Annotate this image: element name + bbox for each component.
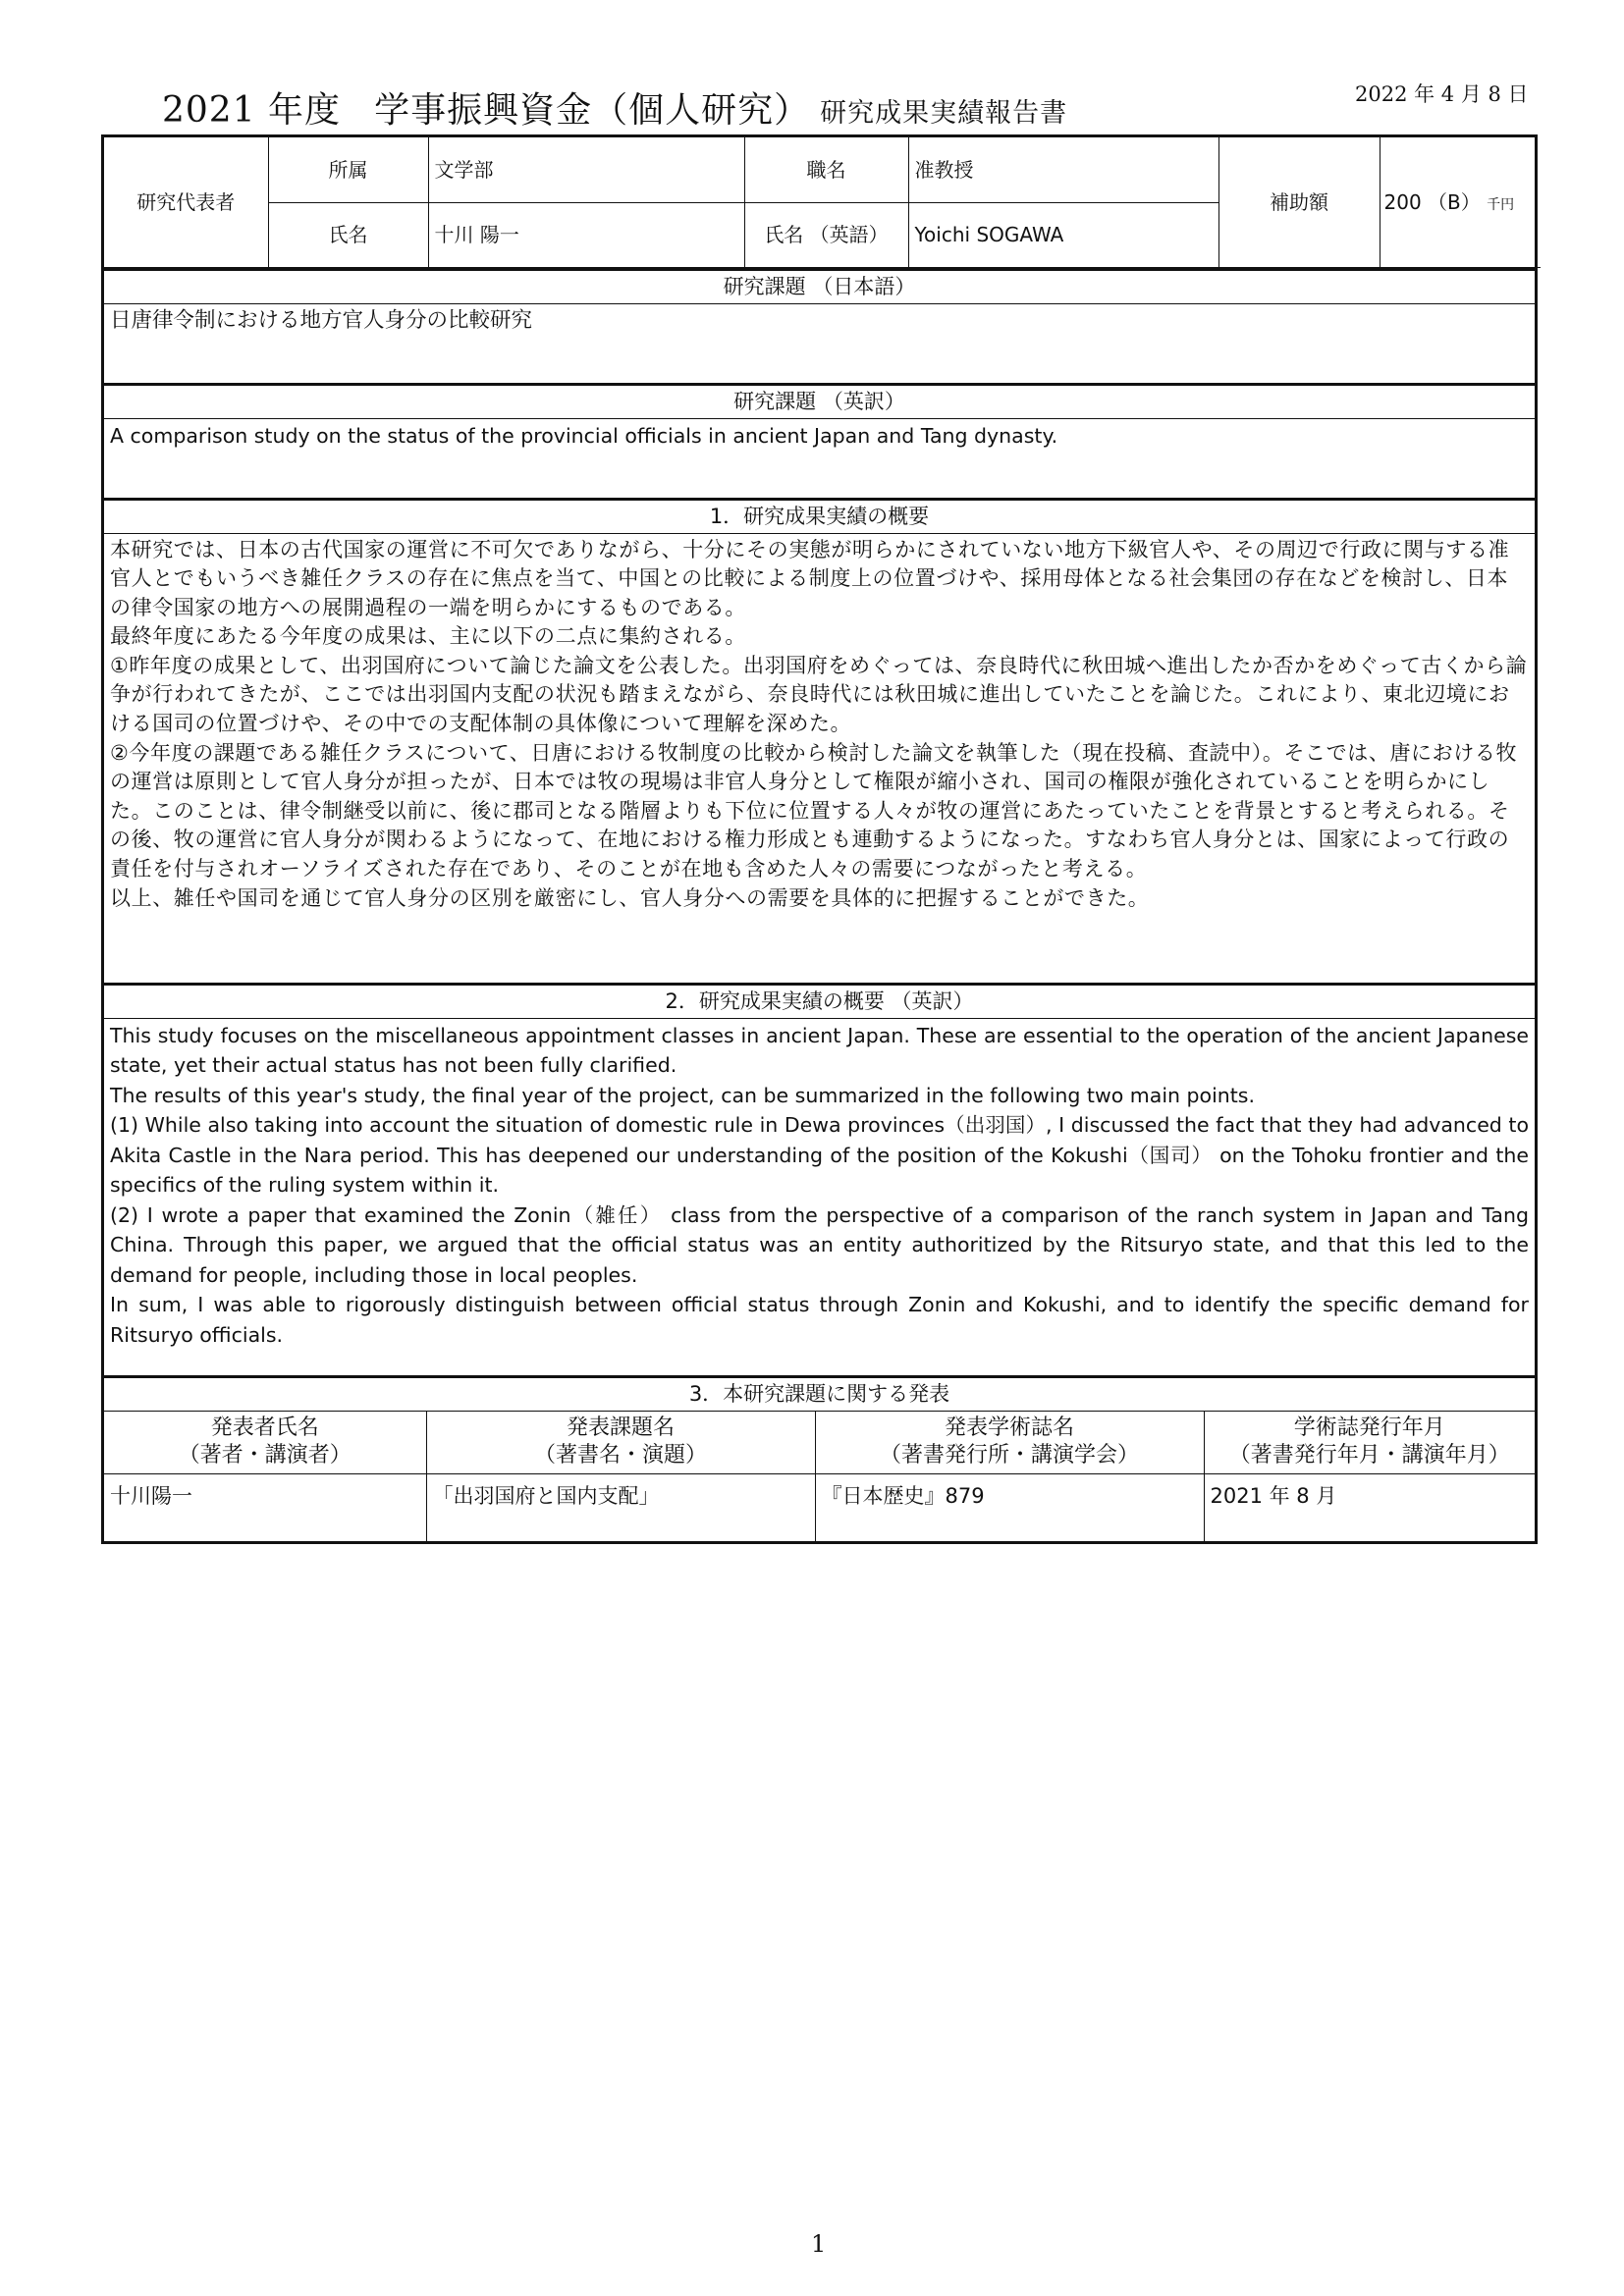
name-label: 氏名: [268, 202, 428, 267]
publications-heading: 3．本研究課題に関する発表: [104, 1375, 1535, 1412]
summary-ja-body: [104, 534, 1535, 983]
publication-date: 2021 年 8 月: [1204, 1473, 1535, 1541]
affiliation-value: 文学部: [428, 137, 744, 202]
column-header-journal: 発表学術誌名 （著書発行所・講演学会）: [815, 1412, 1204, 1474]
publication-author: 十川陽一: [104, 1473, 426, 1541]
page-title: [162, 82, 1067, 133]
summary-ja-paragraph: ①昨年度の成果として、出羽国府について論じた論文を公表した。出羽国府をめぐっては、奈良時代に秋田城へ進出したか否かをめぐって古くから論争が行われてきたが、ここでは出羽国内支配の状況も踏まえながら、奈良時代には秋田城に進出していたことを論じた。これにより、東北辺境における国司の位置づけや、その中での支配体制の具体像について理解を深めた。: [110, 653, 1528, 736]
name-en-label: 氏名 （英語）: [744, 202, 908, 267]
column-header-author: 発表者氏名 （著者・講演者）: [104, 1412, 426, 1474]
summary-en-paragraph: In sum, I was able to rigorously distinguish between official status through Zonin and Kokushi, and to identify the specific demand for Ritsuryo officials.: [110, 1293, 1529, 1347]
summary-ja-paragraph: 最終年度にあたる今年度の成果は、主に以下の二点に集約される。: [110, 624, 746, 649]
affiliation-label: 所属: [268, 137, 428, 202]
summary-ja-heading: 1．研究成果実績の概要: [104, 498, 1535, 534]
summary-ja-paragraph: ②今年度の課題である雑任クラスについて、日唐における牧制度の比較から検討した論文を執筆した（現在投稿、査読中）。そこでは、唐における牧の運営は原則として官人身分が担ったが、日本では牧の現場は非官人身分として権限が縮小され、国司の権限が強化されていることを明らかにした。このことは、律令制継受以前に、後に郡司となる階層よりも下位に位置する人々が牧の運営にあたっていたことを背景とすると考えられる。その後、牧の運営に官人身分が関わるようになって、在地における権力形成とも連動するようになった。すなわち官人身分とは、国家によって行政の責任を付与されオーソライズされた存在であり、そのことが在地も含めた人々の需要につながったと考える。: [110, 740, 1518, 881]
position-value: 准教授: [908, 137, 1218, 202]
report-form: [101, 134, 1538, 1544]
topic-en-heading: 研究課題 （英訳）: [104, 383, 1535, 419]
table-row: [104, 1473, 1535, 1541]
report-date: 2022 年 4 月 8 日: [1355, 82, 1529, 106]
grant-label: 補助額: [1218, 137, 1380, 267]
name-en-value: Yoichi SOGAWA: [908, 202, 1218, 267]
representative-label: 研究代表者: [104, 137, 268, 267]
title-fund: 学事振興資金（個人研究）: [374, 90, 811, 131]
topic-ja-text: 日唐律令制における地方官人身分の比較研究: [110, 307, 533, 333]
column-header-title: 発表課題名 （著書名・演題）: [426, 1412, 815, 1474]
grant-unit: 千円: [1487, 196, 1515, 213]
summary-ja-paragraph: 以上、雑任や国司を通じて官人身分の区別を厳密にし、官人身分への需要を具体的に把握することができた。: [110, 885, 1150, 910]
position-label: 職名: [744, 137, 908, 202]
representative-table: [104, 137, 1541, 268]
publication-title: 「出羽国府と国内支配」: [426, 1473, 815, 1541]
page-number: 1: [811, 2230, 827, 2258]
summary-en-paragraph: The results of this year's study, the final year of the project, can be summarized in the following two main points.: [110, 1083, 1255, 1107]
topic-en-text: A comparison study on the status of the provincial officials in ancient Japan and Tang dynasty.: [110, 423, 1058, 448]
name-value: 十川 陽一: [428, 202, 744, 267]
column-header-date: 学術誌発行年月 （著書発行年月・講演年月）: [1204, 1412, 1535, 1474]
topic-ja-heading: 研究課題 （日本語）: [104, 268, 1535, 304]
summary-en-paragraph: This study focuses on the miscellaneous appointment classes in ancient Japan. These are essential to the operation of the ancient Japanese state, yet their actual status has not been fully clarified.: [110, 1023, 1529, 1077]
grant-cell: [1380, 137, 1541, 267]
title-year: 2021 年度: [162, 90, 342, 131]
summary-ja-paragraph: 本研究では、日本の古代国家の運営に不可欠でありながら、十分にその実態が明らかにされていない地方下級官人や、その周辺で行政に関与する准官人とでもいうべき雑任クラスの存在に焦点を当て、中国との比較による制度上の位置づけや、採用母体となる社会集団の存在などを検討し、日本の律令国家の地方への展開過程の一端を明らかにするものである。: [110, 537, 1510, 619]
publications-table: [104, 1412, 1535, 1541]
summary-en-paragraph: (2) I wrote a paper that examined the Zonin（雑任） class from the perspective of a comparison of the ranch system in Japan and Tang China. Through this paper, we argued that the official status was an entity authoritized by the Ritsuryo state, and that this led to the demand for people, including those in local peoples.: [110, 1202, 1529, 1287]
title-sub: 研究成果実績報告書: [820, 98, 1068, 129]
grant-amount: 200 （B）: [1383, 189, 1488, 214]
summary-en-paragraph: (1) While also taking into account the situation of domestic rule in Dewa provinces（出羽国）, I discussed the fact that they had advanced to Akita Castle in the Nara period. This has deepened our understanding of the position of the Kokushi（国司） on the Tohoku frontier and the specifics of the ruling system within it.: [110, 1113, 1529, 1197]
publication-journal: 『日本歴史』879: [815, 1473, 1204, 1541]
summary-en-body: [104, 1019, 1535, 1375]
summary-en-heading: 2．研究成果実績の概要 （英訳）: [104, 983, 1535, 1019]
